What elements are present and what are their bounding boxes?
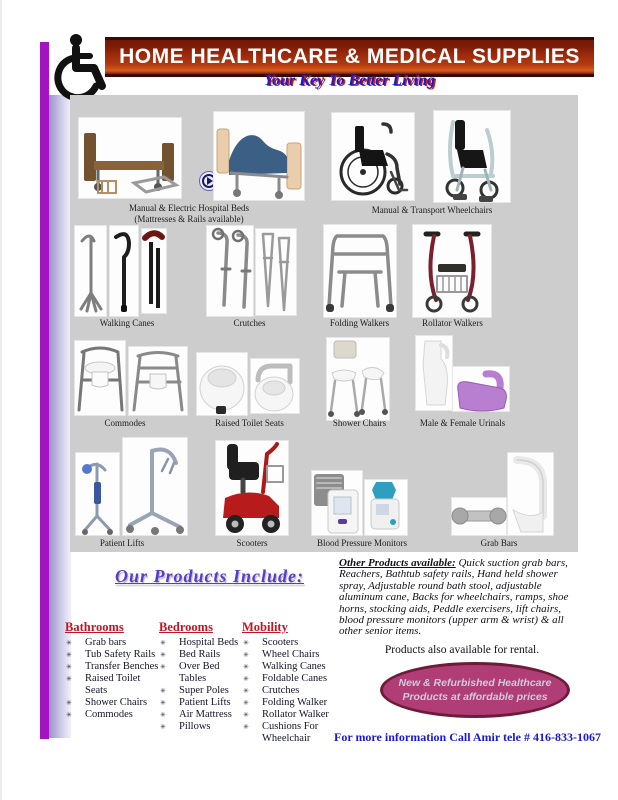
list-item [242, 649, 334, 661]
asterisk-bullet-icon: ✳ [243, 699, 249, 707]
list-item [65, 673, 161, 697]
mobility-scooter-icon [215, 440, 289, 536]
commode-icon [74, 340, 126, 416]
list-item-label: Super Poles [179, 685, 229, 696]
asterisk-bullet-icon: ✳ [160, 663, 166, 671]
list-item-label: Grab bars [85, 637, 127, 648]
page-title: HOME HEALTHCARE & MEDICAL SUPPLIES [119, 45, 580, 68]
other-products-lead: Other Products available: [339, 557, 456, 569]
list-item [242, 685, 334, 697]
underarm-crutches-icon [255, 228, 297, 316]
rollator-walker-icon [412, 224, 492, 318]
folding-cane-icon [141, 228, 167, 314]
mobility-list [242, 637, 334, 745]
list-item [159, 685, 245, 697]
list-item [159, 637, 245, 649]
blood-pressure-monitor-icon [311, 470, 363, 536]
male-urinal-icon [415, 335, 453, 411]
forearm-crutches-icon [206, 225, 254, 317]
asterisk-bullet-icon: ✳ [243, 687, 249, 695]
asterisk-bullet-icon: ✳ [66, 711, 72, 719]
caption-commodes: Commodes [104, 418, 146, 428]
caption-line: (Mattresses & Rails available) [134, 213, 244, 224]
caption-line: Manual & Electric Hospital Beds [129, 203, 249, 213]
asterisk-bullet-icon: ✳ [160, 723, 166, 731]
caption-bp-monitors: Blood Pressure Monitors [317, 538, 407, 548]
product-image-rollator-walker [412, 224, 492, 318]
column-bedrooms [159, 620, 245, 733]
product-image-commode-2 [128, 346, 188, 416]
rental-note: Products also available for rental. [384, 644, 540, 656]
product-image-scooter [215, 440, 289, 536]
list-item [242, 697, 334, 709]
list-item-label: Transfer Benches [85, 661, 159, 672]
product-image-folding-cane [141, 228, 167, 314]
list-item-label: Bed Rails [179, 649, 221, 660]
list-item-label: Over Bed Tables [179, 661, 220, 684]
caption-folding-walkers: Folding Walkers [329, 318, 390, 328]
wheelchair-accessibility-icon [46, 32, 110, 100]
list-item-label: Crutches [262, 685, 300, 696]
list-item [242, 721, 334, 745]
product-image-female-urinal [452, 366, 510, 412]
offset-cane-icon [109, 225, 139, 317]
column-title: Bathrooms [65, 620, 124, 634]
other-products-paragraph [339, 558, 581, 638]
list-item-label: Foldable Canes [262, 673, 328, 684]
product-image-shower-chairs [326, 337, 390, 421]
purple-accent-stripe [40, 42, 49, 739]
product-image-forearm-crutches [206, 225, 254, 317]
female-urinal-icon [452, 366, 510, 412]
product-image-commode-1 [74, 340, 126, 416]
asterisk-bullet-icon: ✳ [243, 639, 249, 647]
folding-walker-icon [323, 224, 397, 318]
list-item [159, 721, 245, 733]
hospital-bed-icon [78, 117, 182, 199]
products-include-heading: Our Products Include: [114, 566, 305, 586]
contact-phone-line: For more information Call Amir tele # 416-833-1067 [334, 730, 601, 744]
caption-raised-toilet-seats: Raised Toilet Seats [215, 418, 284, 428]
list-item [159, 649, 245, 661]
refurbished-badge [380, 662, 570, 718]
column-bathrooms [65, 620, 161, 721]
list-item [242, 637, 334, 649]
other-products-body: Quick suction grab bars, Reachers, Bathtub safety rails, Hand held shower spray, Adjustable round bath stool, adjustable aluminum cane, Backs for wheelchairs, ramps, shoe horns, stocking aids, Peddle exercisers, lift chairs, blood pressure monitors (upper arm & wrist) & all other senior items. [339, 557, 569, 638]
asterisk-bullet-icon: ✳ [66, 675, 72, 683]
asterisk-bullet-icon: ✳ [243, 711, 249, 719]
column-mobility [242, 620, 334, 745]
product-image-electric-hospital-bed [213, 111, 305, 201]
caption-patient-lifts: Patient Lifts [99, 538, 145, 548]
badge-line: New & Refurbished Healthcare [398, 676, 552, 689]
raised-toilet-seat-arms-icon [250, 358, 300, 414]
caption-rollator-walkers: Rollator Walkers [422, 318, 483, 328]
quad-cane-icon [74, 225, 107, 317]
product-image-patient-lift-2 [122, 437, 188, 536]
asterisk-bullet-icon: ✳ [66, 639, 72, 647]
asterisk-bullet-icon: ✳ [66, 663, 72, 671]
product-image-toilet-rail [507, 452, 554, 536]
raised-toilet-seat-icon [196, 352, 248, 416]
caption-grab-bars: Grab Bars [480, 538, 518, 548]
list-item-label: Wheel Chairs [262, 649, 320, 660]
list-item [65, 697, 161, 709]
hoyer-lift-icon [122, 437, 188, 536]
product-image-underarm-crutches [255, 228, 297, 316]
asterisk-bullet-icon: ✳ [243, 723, 249, 731]
asterisk-bullet-icon: ✳ [160, 687, 166, 695]
list-item [65, 649, 161, 661]
caption-scooters: Scooters [236, 538, 268, 548]
badge-line: Products at affordable prices [402, 691, 548, 703]
product-image-manual-wheelchair [331, 112, 415, 201]
product-image-raised-toilet-seat-2 [250, 358, 300, 414]
grab-bar-icon [451, 497, 507, 536]
header-title-bar [105, 37, 594, 77]
product-image-grab-bar [451, 497, 507, 536]
list-item-label: Walking Canes [262, 661, 326, 672]
asterisk-bullet-icon: ✳ [160, 651, 166, 659]
patient-lift-lamp-icon [75, 452, 120, 536]
transport-wheelchair-icon [433, 110, 511, 203]
list-item [65, 709, 161, 721]
list-item [242, 661, 334, 673]
list-item [242, 673, 334, 685]
bathrooms-list [65, 637, 161, 721]
list-item [65, 637, 161, 649]
caption-urinals: Male & Female Urinals [419, 418, 506, 428]
caption-shower-chairs: Shower Chairs [332, 418, 387, 428]
list-item [65, 661, 161, 673]
caption-wheelchairs: Manual & Transport Wheelchairs [371, 205, 493, 215]
list-item-label: Tub Safety Rails [85, 649, 156, 660]
asterisk-bullet-icon: ✳ [243, 663, 249, 671]
list-item [159, 661, 245, 685]
manual-wheelchair-icon [331, 112, 415, 201]
tagline: Your Key To Better Living [264, 72, 435, 89]
product-image-folding-walker [323, 224, 397, 318]
list-item-label: Folding Walker [262, 697, 328, 708]
list-item-label: Raised Toilet Seats [85, 673, 141, 696]
asterisk-bullet-icon: ✳ [160, 699, 166, 707]
product-image-transport-wheelchair [433, 110, 511, 203]
product-image-offset-cane [109, 225, 139, 317]
product-image-male-urinal [415, 335, 453, 411]
asterisk-bullet-icon: ✳ [66, 651, 72, 659]
electric-bed-icon [213, 111, 305, 201]
caption-walking-canes: Walking Canes [99, 318, 155, 328]
list-item-label: Pillows [179, 721, 211, 732]
list-item-label: Patient Lifts [179, 697, 231, 708]
list-item-label: Commodes [85, 709, 133, 720]
product-image-raised-toilet-seat-1 [196, 352, 248, 416]
bedrooms-list [159, 637, 245, 733]
column-title: Bedrooms [159, 620, 213, 634]
toilet-safety-rail-icon [507, 452, 554, 536]
asterisk-bullet-icon: ✳ [160, 711, 166, 719]
list-item-label: Rollator Walker [262, 709, 329, 720]
list-item-label: Shower Chairs [85, 697, 148, 708]
asterisk-bullet-icon: ✳ [66, 699, 72, 707]
asterisk-bullet-icon: ✳ [160, 639, 166, 647]
list-item-label: Scooters [262, 637, 299, 648]
list-item [159, 709, 245, 721]
column-title: Mobility [242, 620, 288, 634]
product-image-arm-bp-monitor [311, 470, 363, 536]
asterisk-bullet-icon: ✳ [243, 675, 249, 683]
commode-icon [128, 346, 188, 416]
product-image-wrist-bp-monitor [364, 479, 408, 536]
product-image-quad-cane [74, 225, 107, 317]
list-item [159, 697, 245, 709]
asterisk-bullet-icon: ✳ [243, 651, 249, 659]
shower-chair-icon [326, 337, 390, 421]
product-image-patient-lift-1 [75, 452, 120, 536]
list-item [242, 709, 334, 721]
list-item-label: Air Mattress [179, 709, 232, 720]
wrist-bp-monitor-icon [364, 479, 408, 536]
list-item-label: Cushions For Wheelchair [262, 721, 319, 744]
product-image-manual-hospital-bed [78, 117, 182, 199]
caption-crutches: Crutches [233, 318, 266, 328]
caption-hospital-beds [98, 203, 280, 225]
list-item-label: Hospital Beds [179, 637, 239, 648]
